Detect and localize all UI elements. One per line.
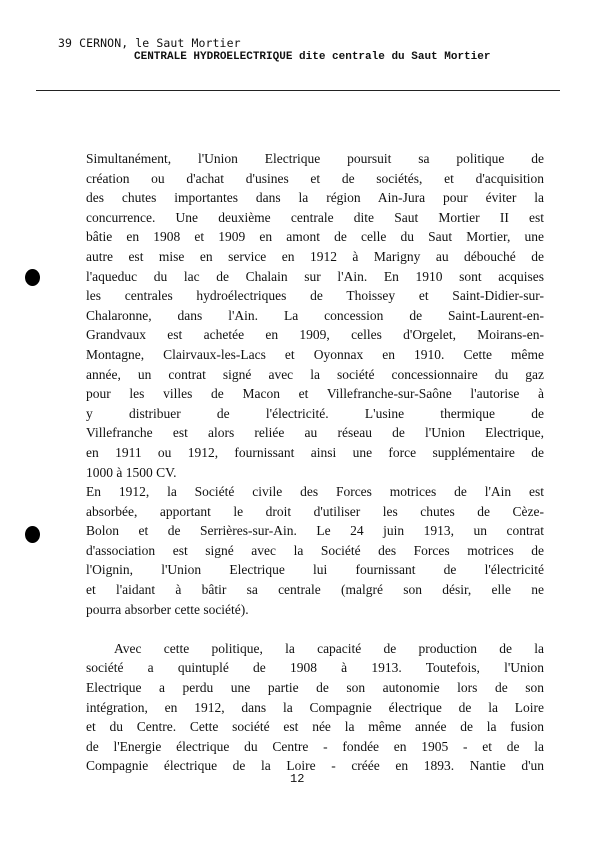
text-line: Grandvaux est achetée en 1909, celles d'Orgelet, Moirans-en- (86, 327, 544, 343)
text-line: En 1912, la Société civile des Forces motrices de l'Ain est (86, 484, 544, 500)
text-line: intégration, en 1912, dans la Compagnie électrique de la Loire (86, 699, 544, 715)
text-line: société a quintuplé de 1908 à 1913. Toutefois, l'Union (86, 660, 544, 676)
text-line: création ou d'achat d'usines et de sociétés, et d'acquisition (86, 170, 544, 186)
text-line: pour les villes de Macon et Villefranche-sur-Saône l'autorise à (86, 386, 544, 402)
text-line: absorbée, apportant le droit d'utiliser les chutes de Cèze- (86, 503, 544, 519)
text-line: bâtie en 1908 et 1909 en amont de celle du Saut Mortier, une (86, 229, 544, 245)
text-line: de l'Energie électrique du Centre - fondée en 1905 - et de la (86, 738, 544, 754)
text-line: Chalaronne, dans l'Ain. La concession de Saint-Laurent-en- (86, 307, 544, 323)
header-divider (36, 90, 560, 91)
text-line: Villefranche est alors reliée au réseau de l'Union Electrique, (86, 425, 544, 441)
text-line: année, un contrat signé avec la société concessionnaire du gaz (86, 366, 544, 382)
text-line: Bolon et de Serrières-sur-Ain. Le 24 juin 1913, un contrat (86, 523, 544, 539)
text-line: et l'aidant à bâtir sa centrale (malgré son désir, elle ne (86, 582, 544, 598)
text-line: l'Oignin, l'Union Electrique lui fournissant de l'électricité (86, 562, 544, 578)
text-line: y distribuer de l'électricité. L'usine thermique de (86, 405, 544, 421)
text-line: d'association est signé avec la Société des Forces motrices de (86, 542, 544, 558)
text-line: Avec cette politique, la capacité de production de la (114, 640, 544, 656)
text-line: des chutes importantes dans la région Ain-Jura pour éviter la (86, 190, 544, 206)
body-text (86, 149, 544, 776)
text-line: Compagnie électrique de la Loire - créée en 1893. Nantie d'un (86, 758, 544, 774)
punch-hole-icon (25, 526, 40, 543)
text-line: en 1911 ou 1912, fournissant ainsi une force supplémentaire de (86, 444, 544, 460)
page-number: 12 (290, 772, 305, 786)
header-location: 39 CERNON, le Saut Mortier (58, 36, 241, 50)
text-line: Montagne, Clairvaux-les-Lacs et Oyonnax en 1910. Cette même (86, 346, 544, 362)
text-line: pourra absorber cette société). (86, 601, 249, 617)
text-line: les centrales hydroélectriques de Thoissey et Saint-Didier-sur- (86, 288, 544, 304)
text-line: Simultanément, l'Union Electrique poursuit sa politique de (86, 151, 544, 166)
header-title: CENTRALE HYDROELECTRIQUE dite centrale du Saut Mortier (134, 51, 491, 63)
text-line: Electrique a perdu une partie de son autonomie lors de son (86, 680, 544, 696)
paragraph-gap (86, 619, 544, 639)
text-line: autre est mise en service en 1912 à Marigny au débouché de (86, 248, 544, 264)
text-line: et du Centre. Cette société est née la même année de la fusion (86, 719, 544, 735)
text-line: concurrence. Une deuxième centrale dite Saut Mortier II est (86, 209, 544, 225)
text-line: l'aqueduc du lac de Chalain sur l'Ain. En 1910 sont acquises (86, 268, 544, 284)
text-line: 1000 à 1500 CV. (86, 464, 177, 480)
punch-hole-icon (25, 269, 40, 286)
